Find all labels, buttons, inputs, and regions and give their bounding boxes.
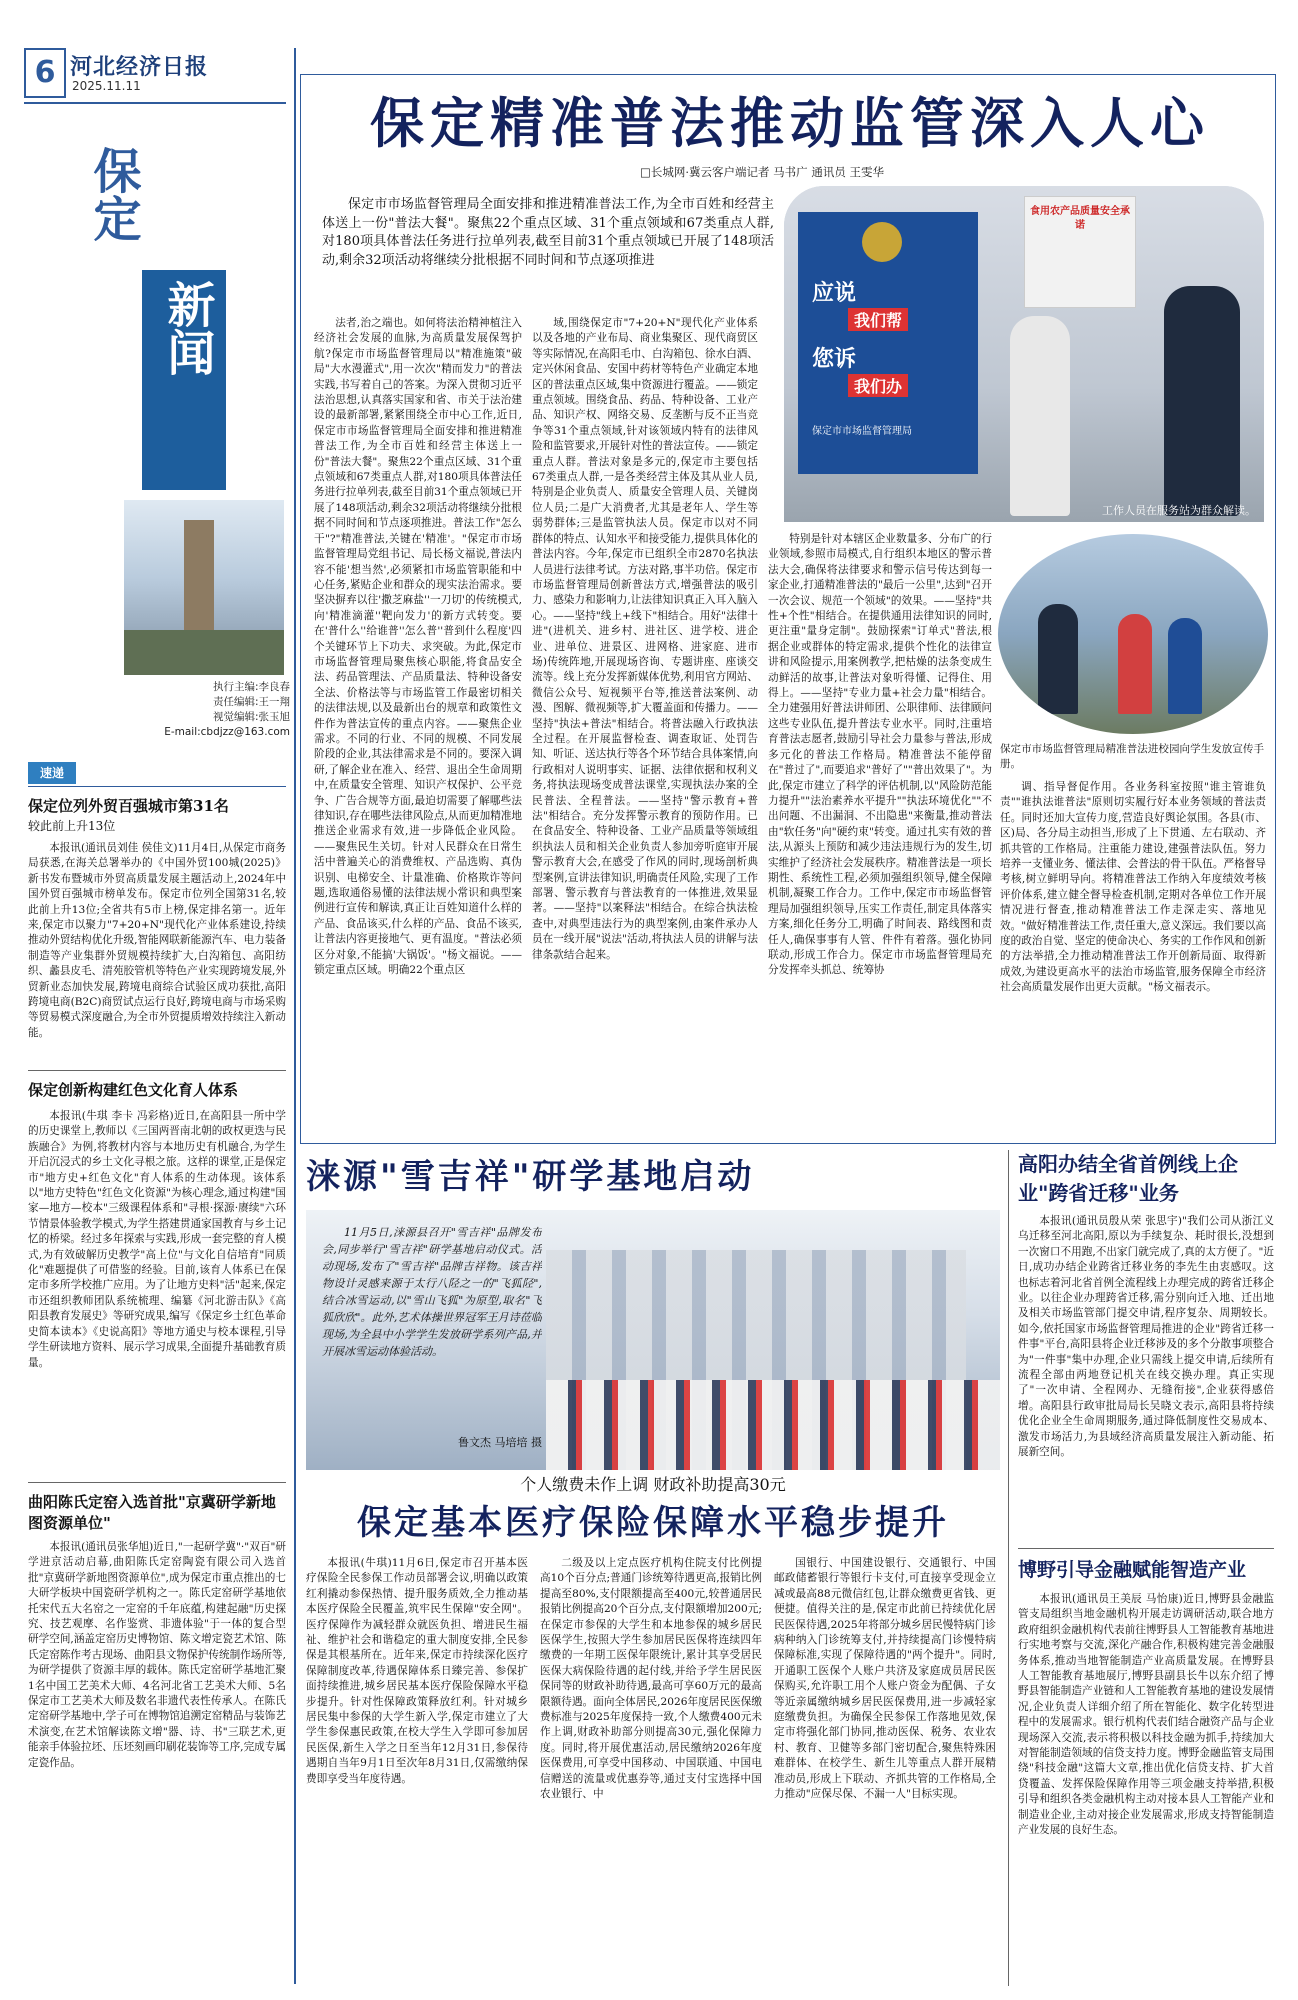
main-story-col3: 特别是针对本辖区企业数量多、分布广的行业领域,参照市局模式,自行组织本地区的警示普法大会,确保将法律要求和警示信号传达到每一家企业,打通精准普法的"最后一公里",达到"召开一次会议、规范一个领域"的效果。——坚持"共性+个性"相结合。在提供通用法律知识的同时,更注重"量身定制"。鼓励探索"订单式"普法,根据企业或群体的特定需求,提供个性化的法律宣讲和风险提示,用案例教学,把枯燥的法条变成生动鲜活的故事,让普法对象听得懂、记得住、用得上。——坚持"专业力量+社会力量"相结合。全力建强用好普法讲师团、公职律师、法律顾问这些专业队伍,提升普法专业水平。同时,注重培育普法志愿者,鼓励引导社会力量参与普法,形成多元化的普法工作格局。精准普法不能停留在"普过了",而要追求"普好了""普出效果了"。为此,保定市建立了科学的评估机制,以"风险防范能力提升""法治素养水平提升""执法环境优化""不出问题、不出漏洞、不出隐患"来衡量,推动普法由"软任务"向"硬约束"转变。通过扎实有效的普法,从源头上预防和减少违法违规行为的发生,切实维护了经济社会发展秩序。精准普法是一项长期性、系统性工程,必须加强组织领导,健全保障机制,凝聚工作合力。工作中,保定市市场监督管理局加强组织领导,压实工作责任,制定具体落实方案,细化任务分工,明确了时间表、路线图和责任人,确保事事有人管、件件有着落。强化协同联动,形成工作合力。保定市市场监督管理局充分发挥牵头抓总、统筹协 <box>768 533 992 977</box>
main-story-col1: 法者,治之端也。如何将法治精神植注入经济社会发展的血脉,为高质量发展保驾护航?保定市市场监督管理局以"精准施策"破局"大水漫灌式",用一次次"精而发力"的普法实践,书写着自己的答案。为深入贯彻习近平法治思想,认真落实国家和省、市关于法治建设的最新部署,紧紧围绕全市中心工作,近日,保定市市场监督管理局全面安排和推进精准普法工作,为全市百姓和经营主体送上一份"普法大餐"。聚焦22个重点区域、31个重点领域和67类重点人群,对180项具体普法任务进行拉单列表,截至目前31个重点领域已开展了148项活动,剩余32项活动将继续分批根据不同时间和节点逐项推进。普法工作"怎么干"?"精准普法,关键在'精准'。"保定市市场监督管理局党组书记、局长杨文福说,普法内容不能'想当然',必须紧扣市场监管职能和中心任务,紧贴企业和群众的现实法治需求。要坚决摒弃以往'撒芝麻盐''一刀切'的传统模式,向'精准滴灌''靶向发力'的新方式转变。要在'普什么''给谁普''怎么普''普到什么程度'四个关键环节上下功夫、求突破。为此,保定市市场监督管理局聚焦核心职能,将食品安全法、药品管理法、产品质量法、特种设备安全法、价格法等与市场监管工作最密切相关的法律法规,以及最新出台的规章和政策性文件作为普法宣传的重点内容。——聚焦企业需求。不同的行业、不同的规模、不同发展阶段的企业,其法律需求是不同的。要深入调研,了解企业在准入、经营、退出全生命周期中,在质量安全管理、知识产权保护、公平竞争、广告合规等方面,最迫切需要了解哪些法律知识,存在哪些法律风险点,从而更加精准地推送企业需求有效,进一步降低企业风险。——聚焦民生关切。针对人民群众在日常生活中普遍关心的消费维权、产品选购、真伪识别、电梯安全、计量准确、价格欺诈等问题,选取通俗易懂的法律法规小常识和典型案例进行宣传和解读,真正让百姓知道什么样的产品、食品该买,什么样的产品、食品不该买,让普法内容更接地气、更有温度。"普法必须区分对象,不能搞'大锅饭'。"杨文福说。——锁定重点区域。明确22个重点区 <box>314 317 522 977</box>
masthead-rule <box>24 102 286 104</box>
medical-title: 保定基本医疗保险保障水平稳步提升 <box>357 1503 949 1543</box>
service-board <box>798 212 978 474</box>
paper-name: 河北经济日报 <box>70 54 209 80</box>
boye-body: 本报讯(通讯员王美辰 马怡康)近日,博野县金融监管支局组织当地金融机构开展走访调研活动,联合地方政府组织金融机构代表前往博野县人工智能教育基地进行实地考察与交流,深化产融合作,积极构建完善金融服务体系,推动当地智能制造产业高质量发展。在博野县人工智能教育基地展厅,博野县副县长牛以东介绍了博野县智能制造产业链和人工智能教育基地的建设发展情况,企业负责人详细介绍了所在智能化、数字化转型进程中的发展需求。银行机构代表们结合融资产品与企业现场深入交流,表示将积极以科技金融为抓手,持续加大对智能制造领域的信贷支持力度。博野金融监管支局围绕"科技金融"这篇大文章,推出优化信贷支持、扩大首贷覆盖、发挥保险保障作用等三项金融支持举措,积极引导和组织各类金融机构主动对接本县人工智能产业和制造业企业,主动对接企业发展需求,形成支持智能制造产业发展的良好生态。 <box>1018 1593 1274 1837</box>
masthead <box>24 48 294 98</box>
brief-body: 本报讯(通讯员张华旭)近日,"一起研学冀"·"双百"研学进京活动启幕,曲阳陈氏定窑陶瓷有限公司入选首批"京冀研学新地图资源单位",成为保定市重点推出的七大研学板块中国瓷研学机构之一。陈氏定窑研学基地依托宋代五大名窑之一定窑的千年底蕴,构建起融"历史探究、技艺观摩、名作鉴赏、非遗体验"于一体的复合型研学空间,涵盖定窑历史博物馆、陈文增定瓷艺术馆、陈氏定窑陈作考古现场、曲阳县文物保护传统制作场所等,为研学提供了资源丰厚的载体。陈氏定窑研学基地汇聚1名中国工艺美术大师、4名河北省工艺美术大师、5名保定市工艺美术大师及数名非遗代表性传承人。在陈氏定窑研学基地中,学子可在博物馆追溯定窑精品与装饰艺术演变,在艺术馆解读陈文增"器、诗、书"三联艺术,更能亲手体验拉坯、压坯刻画印刷花装饰等工序,完成专属定瓷作品。 <box>28 1541 286 1769</box>
board-text: 应说 <box>812 281 857 306</box>
editor-line: E-mail:cbdjzz@163.com <box>164 726 290 738</box>
medical-col1: 本报讯(牛琪)11月6日,保定市召开基本医疗保险全民参保工作动员部署会议,明确以政策红利撬动参保热情、提升服务质效,全力推动基本医疗保险全民覆盖,筑牢民生保障"安全网"。医疗保障作为减轻群众就医负担、增进民生福祉、维护社会和谐稳定的重大制度安排,全民参保是其根基所在。近年来,保定市持续深化医疗保障制度改革,待遇保障体系日臻完善、参保扩面持续推进,城乡居民基本医疗保险保障水平稳步提升。针对性保障政策释放红利。针对城乡居民集中参保的大学生新入学,保定市建立了大学生参保惠民政策,在校大学生入学即可参加居民医保,新生入学之日至当年12月31日,参保待遇期自当年9月1日至次年8月31日,仅需缴纳保费即享受当年度待遇。 <box>306 1557 528 1785</box>
issue-date: 2025.11.11 <box>72 79 141 93</box>
board-text: 我们办 <box>848 374 908 397</box>
main-story-title: 保定精准普法推动监管深入人心 <box>370 91 1210 155</box>
medical-col2: 二级及以上定点医疗机构住院支付比例提高10个百分点;普通门诊统筹待遇更高,报销比例提高至80%,支付限额提高至400元,较普通居民报销比例提高20个百分点,支付限额增加200元;在保定市参保的大学生和本地参保的城乡居民医保学生,按照大学生参加居民医保将连续四年缴费的一年期工医保年限统计,累计其享受居民医保大病保险待遇的起付线,并给予学生居民医保同等的财政补助待遇,最高可享60万元的最高限额待遇。面向全体居民,2026年度居民医保缴费标准与2025年度保持一致,个人缴费400元未作上调,财政补助部分则提高30元,强化保障力度。同时,将开展优惠活动,居民缴纳2026年度医保费用,可享受中国移动、中国联通、中国电信赠送的流量或优惠券等,通过支付宝选择中国农业银行、中 <box>540 1557 762 1801</box>
board-text: 保定市市场监督管理局 <box>812 426 912 437</box>
editor-line: 视觉编辑:张玉旭 <box>212 711 290 723</box>
section-banner <box>24 120 290 760</box>
main-story-col2: 域,围绕保定市"7+20+N"现代化产业体系以及各地的产业布局、商业集聚区、现代商贸区等实际情况,在高阳毛巾、白沟箱包、徐水白酒、定兴休闲食品、安国中药材等特色产业确定本地区的普法重点区域,集中资源进行覆盖。——锁定重点领域。围绕食品、药品、特种设备、工业产品、知识产权、网络交易、反垄断与反不正当竞争等31个重点领域,针对该领域内特有的法律风险和监管要求,开展针对性的普法宣传。——锁定重点人群。普法对象是多元的,保定市主要包括67类重点人群,一是各类经营主体及其从业人员,特别是企业负责人、质量安全管理人员、关键岗位人员;二是广大消费者,尤其是老年人、学生等弱势群体;三是监管执法人员。保定市以对不同群体的特点、认知水平和接受能力,提供具体化的普法内容。今年,保定市已组织全市2870名执法人员进行法律考试。方法对路,事半功倍。保定市市场监督管理局创新普法方式,增强普法的吸引力、感染力和影响力,让法律知识真正入耳入脑入心。——坚持"线上+线下"相结合。用好"法律十进"(进机关、进乡村、进社区、进学校、进企业、进单位、进景区、进网格、进家庭、进市场)传统阵地,开展现场咨询、专题讲座、座谈交流等。线上充分发挥新媒体优势,利用官方网站、微信公众号、短视频平台等,推送普法案例、动漫、图解、微视频等,扩大覆盖面和传播力。——坚持"执法+普法"相结合。将普法融入行政执法全过程。在开展监督检查、调查取证、处罚告知、听证、送达执行等各个环节结合具体案情,向行政相对人说明事实、证据、法律依据和权利义务,将执法现场变成普法课堂,实现执法办案的全民普法、全程普法。——坚持"警示教育+普法"相结合。充分发挥警示教育的预防作用。已在食品安全、特种设备、工业产品质量等领域组织执法人员和相关企业负责人参加旁听庭审开展警示教育大会,在感受了作风的同时,现场剖析典型案例,宣讲法律知识,明确责任风险,实现了工作部署、警示教育与普法教育的一体推进,效果显著。——坚持"以案释法"相结合。在综合执法检查中,对典型违法行为的典型案例,由案件承办人员在一线开展"说法"活动,将执法人员的讲解与法律条款结合起来。 <box>532 317 758 961</box>
brief-subtitle: 较此前上升13位 <box>28 819 116 833</box>
service-station-photo <box>784 186 1264 522</box>
section-banner-image <box>124 500 284 675</box>
poster <box>1024 196 1136 308</box>
board-text: 您诉 <box>812 347 857 372</box>
brief-trade <box>28 796 286 1066</box>
poster-text: 食用农产品质量安全承诺 <box>1030 206 1130 231</box>
editor-credits <box>110 680 290 740</box>
main-story-col4: 调、指导督促作用。各业务科室按照"谁主管谁负责""谁执法谁普法"原则切实履行好本业务领域的普法责任。同时还加大宣传力度,营造良好舆论氛围。各县(市、区)局、各分局主动担当,形成了上下贯通、左右联动、齐抓共管的工作格局。注重能力建设,建强普法队伍。努力培养一支懂业务、懂法律、会普法的骨干队伍。严格督导考核,树立鲜明导向。将精准普法工作纳入年度绩效考核评价体系,建立健全督导检查机制,定期对各单位工作开展情况进行督查,推动精准普法工作走深走实、落地见效。"做好精准普法工作,责任重大,意义深远。我们要以高度的政治自觉、坚定的使命决心、务实的工作作风和创新的方法举措,全力推动精准普法工作开创新局面、取得新成效,为建设更高水平的法治市场监管,服务保障全市经济社会高质量发展作出更大贡献。"杨文福表示。 <box>1000 781 1266 994</box>
boye-title: 博野引导金融赋能智造产业 <box>1018 1559 1247 1581</box>
main-story-byline: □长城网·冀云客户端记者 马书广 通讯员 王雯华 <box>640 165 884 179</box>
brief-body: 本报讯(通讯员刘佳 侯佳文)11月4日,从保定市商务局获悉,在海关总署举办的《中国外贸100城(2025)》新书发布暨城市外贸高质量发展主题活动上,2024年中国外贸百强城市榜单发布。保定市位列全国第31名,较此前上升13位;全省共有5市上榜,保定排名第一。近年来,保定市以聚力"7+20+N"现代化产业体系建设,持续推动外贸结构优化升级,智能网联新能源汽车、电力装备制造等产业集群外贸规模持续扩大,白沟箱包、高阳纺织、蠡县皮毛、清苑胶管机等特色产业实现跨境发展,外贸新业态加快发展,跨境电商综合试验区成功获批,高阳跨境电商(B2C)商贸试点运行良好,跨境电商与市场采购等贸易模式深度融合,为全市外贸提质增效持续注入新动能。 <box>28 842 286 1039</box>
snow-story-title: 涞源"雪吉祥"研学基地启动 <box>306 1157 755 1197</box>
medical-kicker: 个人缴费未作上调 财政补助提高30元 <box>520 1475 786 1494</box>
snow-caption-text: 11月5日,涞源县召开"雪吉祥"品牌发布会,同步举行"雪吉祥"研学基地启动仪式。活动现场,发布了"雪吉祥"品牌吉祥物。该吉祥物设计灵感来源于太行八陉之一的"飞狐陉",结合冰雪运动,以"雪山飞狐"为原型,取名"飞狐欣欣"。此外,艺术体操世界冠军王月诗莅临现场,为全县中小学学生发放研学系列产品,并开展冰雪运动体验活动。 <box>322 1226 542 1358</box>
brief-title: 保定创新构建红色文化育人体系 <box>28 1081 239 1099</box>
brief-title: 保定位列外贸百强城市第31名 <box>28 797 229 815</box>
brief-body: 本报讯(牛琪 李卡 冯彩格)近日,在高阳县一所中学的历史课堂上,教师以《三国两晋南北朝的政权更迭与民族融合》为例,将教材内容与本地历史有机融合,为学生开启沉浸式的乡土文化寻根之旅。这样的课堂,正是保定市"地方史+红色文化"育人体系的生动体现。该体系以"地方史特色"红色文化资源"为核心理念,通过构建"国家—地方—校本"三级课程体系和"寻根·探源·赓续"六环节情景体验教学模式,为学生搭建贯通家国教育与乡土记忆的桥梁。经过多年探索与实践,形成一套完整的育人模式,为有效破解历史教学"高上位"与文化自信培育"同质化"难题提供了可借鉴的经验。目前,该育人体系已在保定市多所学校推广应用。为了让地方史料"活"起来,保定市还组织教师团队系统梳理、编纂《河北游击队》《高阳县教育发展史》等研究成果,编写《保定乡土红色革命史简本读本》《史说高阳》等地方通史与校本课程,引导学生研读地方资料、展示学习成果,全面提升基础教育质量。 <box>28 1110 286 1369</box>
gaoyang-body: 本报讯(通讯员殷从荣 张思宇)"我们公司从浙江义乌迁移至河北高阳,原以为手续复杂、耗时很长,没想到一次窗口不用跑,不出家门就完成了,真的太方便了。"近日,成功办结企业跨省迁移业务的李先生由衷感叹。这也标志着河北省首例全流程线上办理完成的跨省迁移企业。以往企业办理跨省迁移,需分别向迁入地、迁出地及相关市场监管部门提交申请,程序复杂、周期较长。如今,依托国家市场监督管理局推进的企业"跨省迁移一件事"平台,高阳县将企业迁移涉及的多个分散事项整合为"一件事"集中办理,企业只需线上提交申请,后续所有流程全部由两地登记机关在线交换办理。真正实现了"一次申请、全程网办、无缝衔接",企业获得感倍增。高阳县行政审批局局长吴晓文表示,高阳县将持续优化企业全生命周期服务,通过降低制度性交易成本、激发市场活力,为县域经济高质量发展注入新动能、拓展新空间。 <box>1018 1215 1274 1459</box>
editor-line: 执行主编:李良春 <box>212 681 290 693</box>
board-text: 我们帮 <box>848 308 908 331</box>
brief-ding-kiln <box>28 1492 286 1982</box>
medical-col3: 国银行、中国建设银行、交通银行、中国邮政储蓄银行等银行卡支付,可直接享受现金立减或最高88元微信红包,让群众缴费更省钱、更便捷。值得关注的是,保定市此前已持续优化居民医保待遇,2025年将部分城乡居民慢特病门诊病种纳入门诊统筹支付,并持续提高门诊慢特病保障标准,实现了保障待遇的"两个提升"。同时,开通职工医保个人账户共济及家庭成员居民医保购买,允许职工用个人账户资金为配偶、子女等近亲属缴纳城乡居民医保费用,进一步减轻家庭缴费负担。为确保全民参保工作落地见效,保定市将强化部门协同,推动医保、税务、农业农村、教育、卫健等多部门密切配合,聚焦特殊困难群体、在校学生、新生儿等重点人群开展精准动员,形成上下联动、齐抓共管的工作格局,全力推动"应保尽保、不漏一人"目标实现。 <box>774 1557 996 1801</box>
column-divider <box>294 48 296 1984</box>
police-emblem-icon <box>862 222 902 262</box>
editor-line: 责任编辑:王一翔 <box>212 696 290 708</box>
section-title-news: 新闻 <box>159 280 215 376</box>
brief-tag: 速递 <box>28 762 76 784</box>
campus-outreach-photo <box>998 534 1268 734</box>
official-figure <box>1164 286 1240 516</box>
citizen-figure <box>1010 316 1070 516</box>
gaoyang-title: 高阳办结全省首例线上企业"跨省迁移"业务 <box>1018 1152 1238 1205</box>
section-title-city: 保定 <box>85 146 141 242</box>
snow-caption <box>322 1224 542 1460</box>
main-story-lead: 保定市市场监督管理局全面安排和推进精准普法工作,为全市百姓和经营主体送上一份"普法大餐"。聚焦22个重点区域、31个重点领域和67类重点人群,对180项具体普法任务进行拉单列表,截至目前31个重点领域已开展了148项活动,剩余32项活动将继续分批根据不同时间和节点逐项推进 <box>322 197 774 268</box>
brief-red-culture <box>28 1080 286 1480</box>
brief-title: 曲阳陈氏定窑入选首批"京冀研学新地图资源单位" <box>28 1493 276 1532</box>
page-number: 6 <box>24 48 66 98</box>
snow-credit: 鲁文杰 马培培 摄 <box>458 1436 542 1449</box>
photo-caption: 保定市市场监督管理局精准普法进校园向学生发放宣传手册。 <box>1000 743 1264 770</box>
photo-caption: 工作人员在服务站为群众解读。 <box>1102 504 1256 517</box>
